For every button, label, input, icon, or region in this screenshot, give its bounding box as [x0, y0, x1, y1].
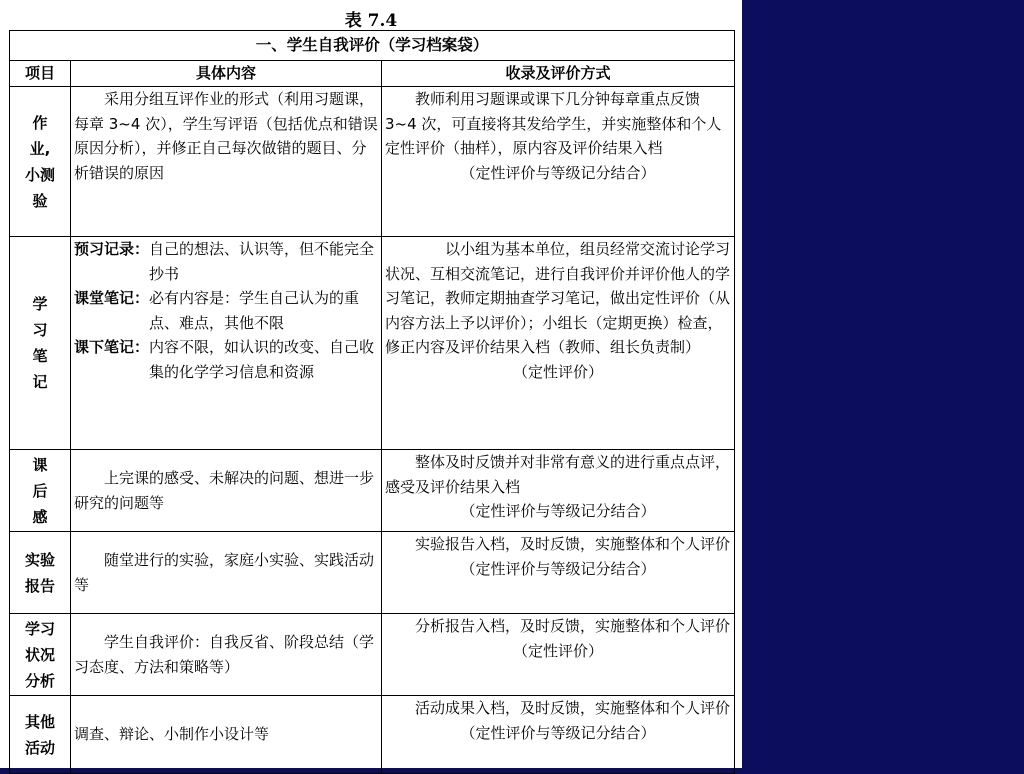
item-line: 其他: [24, 712, 55, 731]
row-method: [382, 696, 735, 774]
note-text: 自己的想法、认识等，但不能完全抄书: [149, 240, 375, 283]
item-line: 状况: [24, 645, 55, 664]
table-row: [10, 87, 735, 237]
item-line: 业,: [29, 139, 51, 158]
table-row: [10, 614, 735, 696]
method-note: （定性评价与等级记分结合）: [460, 502, 656, 520]
table-row: [10, 696, 735, 774]
row-item-label: [10, 614, 71, 696]
row-item-label: [10, 87, 71, 237]
row-method: [382, 614, 735, 696]
content-text: 随堂进行的实验，家庭小实验、实践活动等: [74, 551, 375, 594]
method-text: 分析报告入档，及时反馈，实施整体和个人评价: [385, 617, 731, 635]
method-note: （定性评价与等级记分结合）: [460, 723, 656, 742]
row-item-label: [10, 696, 71, 774]
item-line: 分析: [24, 671, 55, 690]
note-label: 课堂笔记：: [74, 289, 150, 307]
note-entry: [74, 335, 378, 384]
method-text: 实验报告入档，及时反馈，实施整体和个人评价: [385, 535, 731, 553]
item-line: 学: [32, 295, 48, 313]
note-text: 内容不限，如认识的改变、自己收集的化学学习信息和资源: [149, 338, 375, 381]
item-line: 小测: [24, 165, 55, 184]
method-text: 整体及时反馈并对非常有意义的进行重点点评，感受及评价结果入档: [385, 453, 731, 496]
item-line: 活动: [24, 738, 55, 757]
header-item: 项目: [10, 61, 71, 87]
method-text: 活动成果入档，及时反馈，实施整体和个人评价: [385, 699, 731, 717]
content-text: 调查、辩论、小制作小设计等: [74, 725, 270, 744]
item-line: 作: [32, 113, 48, 132]
note-entry: [74, 237, 378, 286]
method-text: 教师利用习题课或课下几分钟每章重点反馈 3~4 次，可直接将其发给学生，并实施整体和个人定性评价（抽样），原内容及评价结果入档: [385, 90, 722, 157]
content-text: 学生自我评价：自我反省、阶段总结（学习态度、方法和策略等）: [74, 633, 375, 676]
row-content: [71, 450, 382, 532]
row-method: [382, 87, 735, 237]
item-line: 记: [32, 373, 48, 391]
row-content: [71, 696, 382, 774]
table-row: [10, 532, 735, 614]
item-line: 课: [32, 455, 48, 474]
table-row: [10, 450, 735, 532]
method-text: 以小组为基本单位，组员经常交流讨论学习状况、互相交流笔记，进行自我评价并评价他人的学习笔记，教师定期抽查学习笔记，做出定性评价（从内容方法上予以评价）；小组长（定期更换）检查，修正内容及评价结果入档（教师、组长负责制）: [385, 240, 731, 356]
item-line: 后: [32, 481, 48, 500]
item-line: 感: [32, 507, 48, 526]
row-content: [71, 614, 382, 696]
header-row: [10, 61, 735, 87]
row-item-label: [10, 532, 71, 614]
method-note: （定性评价与等级记分结合）: [460, 559, 656, 578]
row-content: [71, 87, 382, 237]
table-title: 一、学生自我评价（学习档案袋）: [10, 31, 735, 61]
method-note: （定性评价）: [513, 641, 604, 660]
method-note: （定性评价与等级记分结合）: [460, 163, 656, 182]
table-row: [10, 237, 735, 450]
table-caption: 表 7.4: [344, 11, 398, 31]
row-method: [382, 237, 735, 450]
item-line: 报告: [24, 576, 55, 595]
header-content: 具体内容: [71, 61, 382, 87]
note-entry: [74, 286, 378, 335]
row-content: [71, 237, 382, 450]
row-item-label: [10, 450, 71, 532]
row-item-label: [10, 237, 71, 450]
evaluation-table: [9, 30, 735, 774]
method-note: （定性评价）: [513, 362, 604, 381]
row-content: [71, 532, 382, 614]
note-label: 课下笔记：: [74, 338, 150, 356]
title-row: [10, 31, 735, 61]
note-text: 必有内容是：学生自己认为的重点、难点，其他不限: [149, 289, 360, 332]
item-line: 习: [32, 321, 48, 339]
content-text: 上完课的感受、未解决的问题、想进一步研究的问题等: [74, 469, 375, 512]
item-line: 学习: [24, 619, 55, 638]
item-line: 实验: [24, 550, 55, 569]
row-method: [382, 450, 735, 532]
content-text: 采用分组互评作业的形式（利用习题课，每章 3~4 次），学生写评语（包括优点和错误原因分析），并修正自己每次做错的题目、分析错误的原因: [74, 90, 378, 182]
header-method: 收录及评价方式: [382, 61, 735, 87]
item-line: 验: [32, 191, 48, 210]
item-line: 笔: [32, 347, 48, 365]
note-label: 预习记录：: [74, 240, 150, 258]
row-method: [382, 532, 735, 614]
